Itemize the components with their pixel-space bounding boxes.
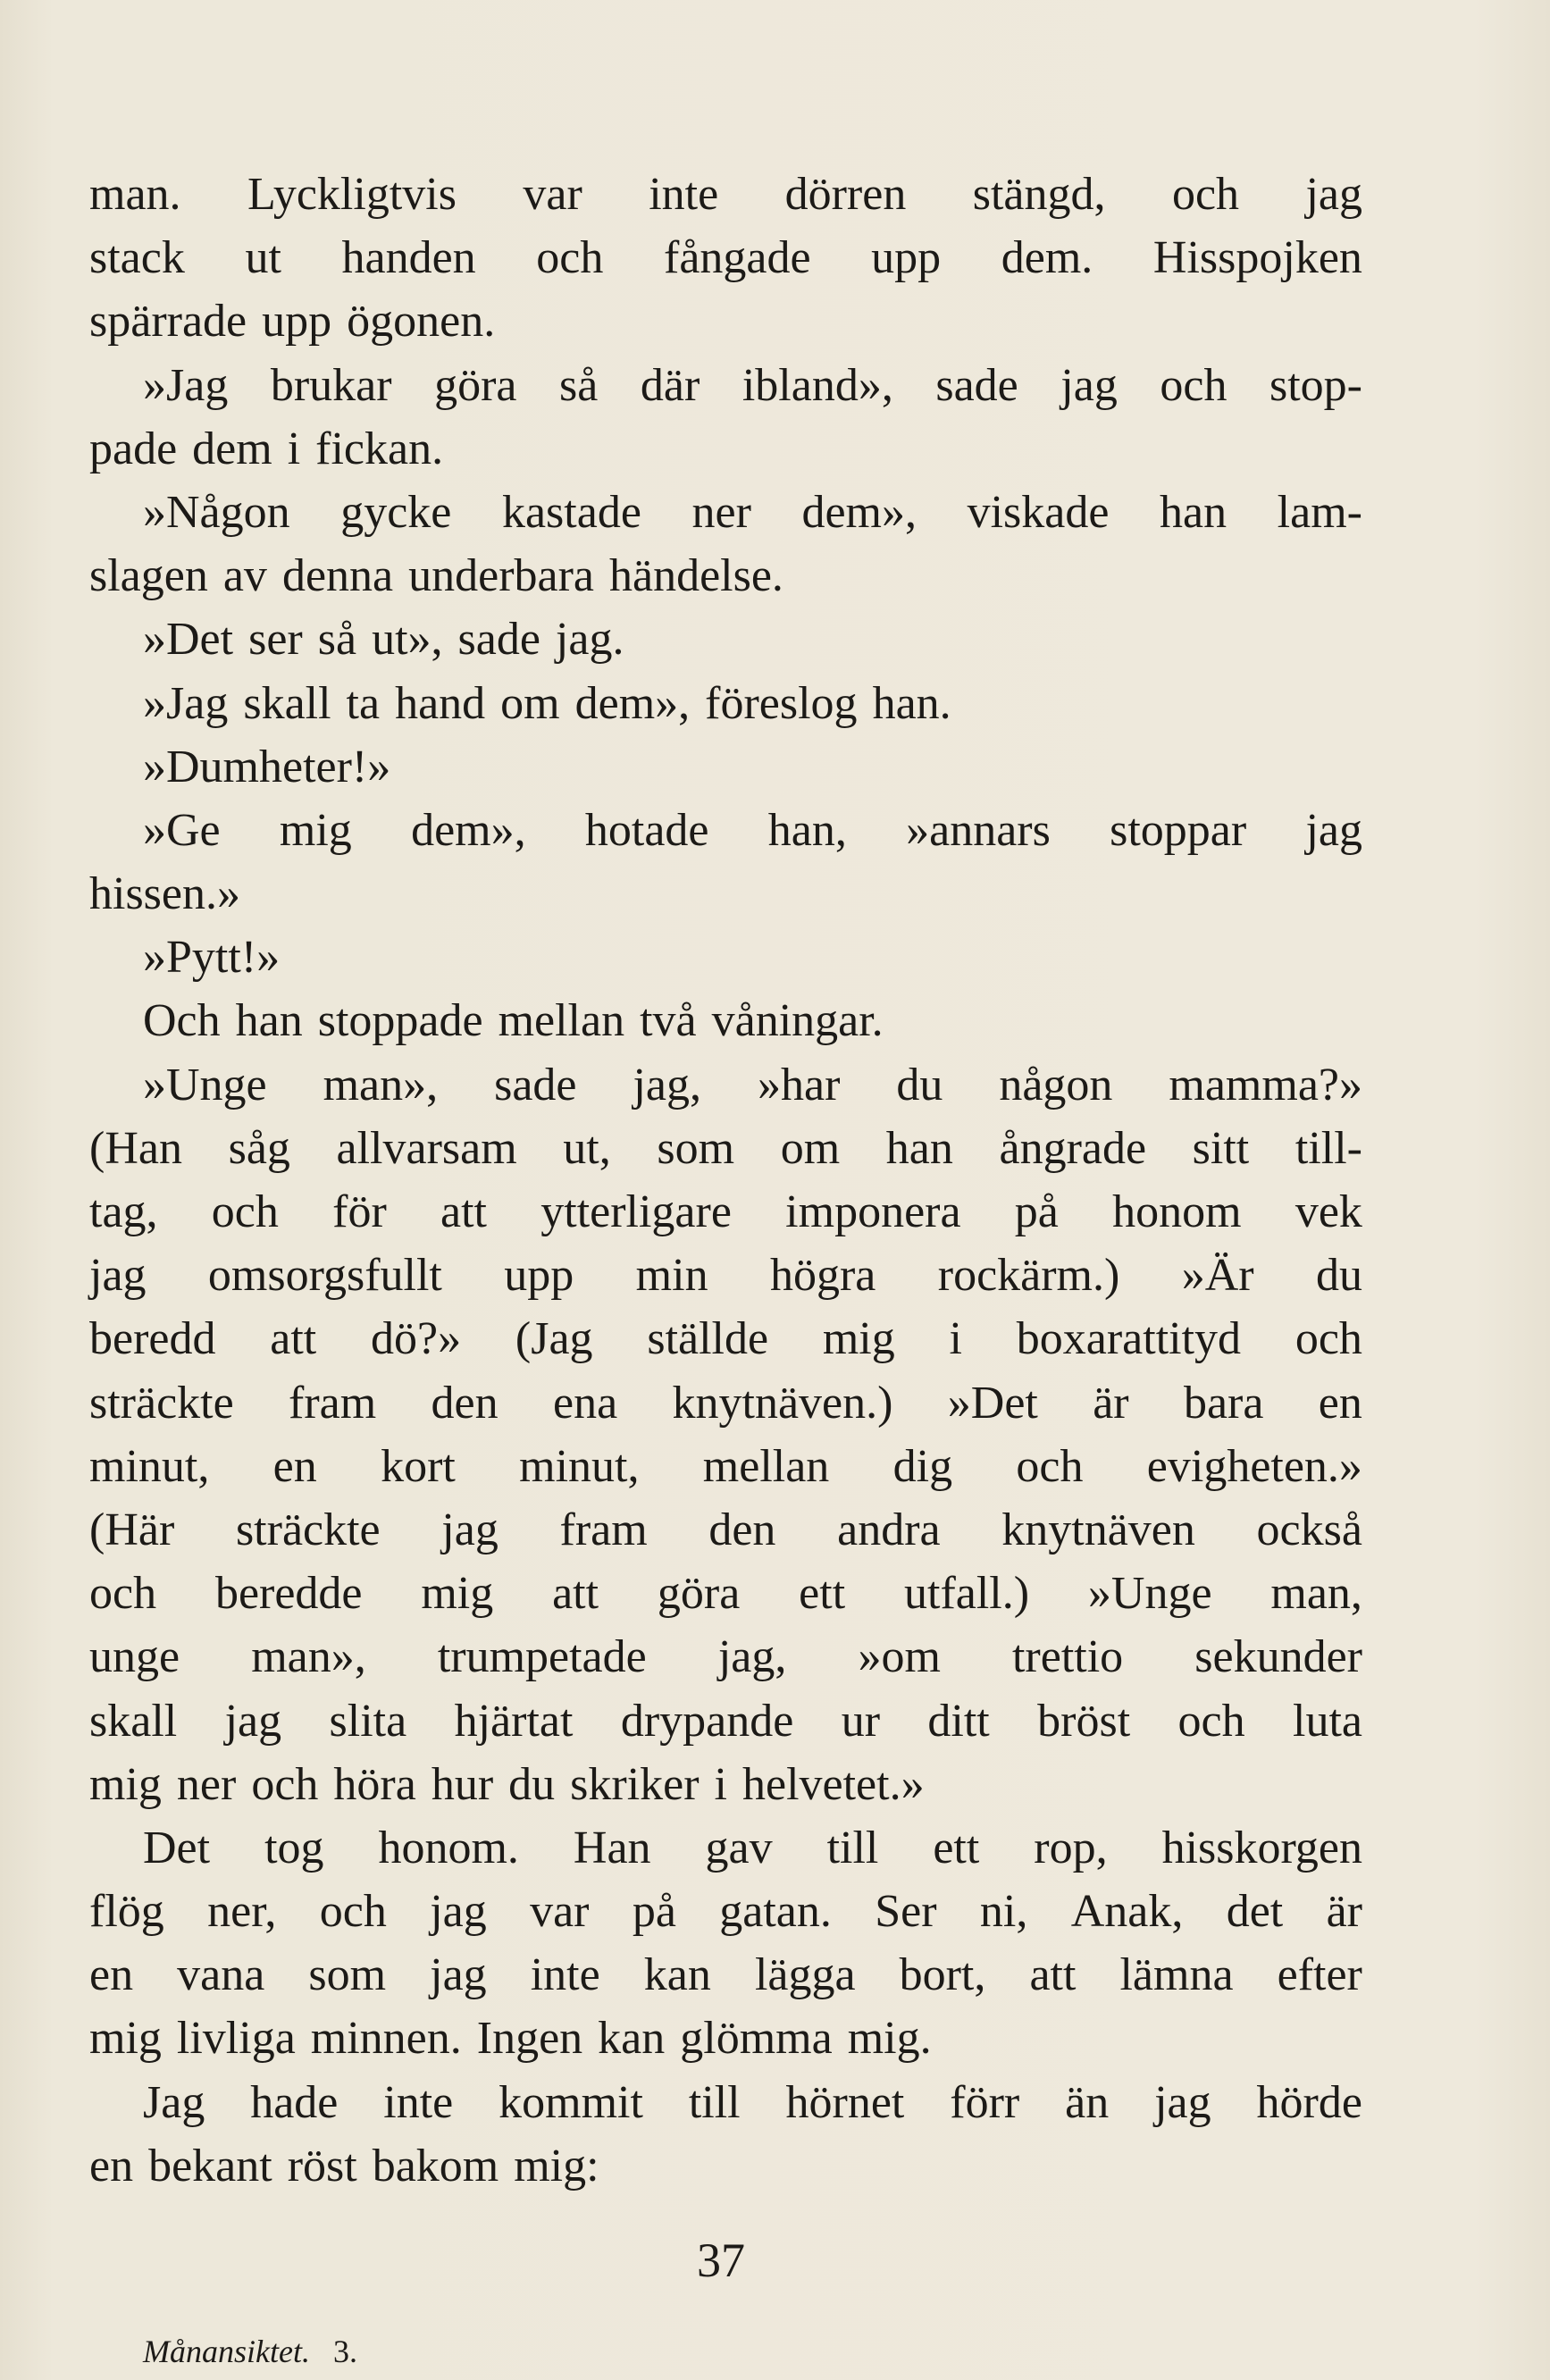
word: minut,: [519, 1440, 640, 1492]
word: och: [1016, 1440, 1084, 1492]
word: hade: [250, 2076, 339, 2128]
word: jag,: [717, 1631, 787, 1683]
word: jag: [1305, 804, 1362, 856]
word: sade: [457, 614, 540, 666]
word: högra: [769, 1250, 876, 1302]
word: och: [1294, 1313, 1362, 1365]
word: stack: [89, 232, 185, 284]
word: knytnäven.): [672, 1377, 893, 1429]
word: »Jag: [143, 677, 229, 729]
word: hotade: [584, 804, 709, 856]
word: bara: [1183, 1377, 1264, 1429]
text-line: [89, 2134, 1362, 2198]
word: (Han: [89, 1122, 182, 1174]
word: ytterligare: [540, 1186, 732, 1237]
word: gycke: [340, 486, 452, 538]
word: ner: [691, 486, 751, 538]
word: det: [1226, 1886, 1284, 1938]
word: efter: [1277, 1949, 1362, 2001]
word: dem: [192, 423, 272, 474]
word: sitt: [1192, 1122, 1250, 1174]
word: hörde: [1256, 2076, 1362, 2128]
word: »Pytt!»: [143, 932, 281, 984]
word: förr: [950, 2076, 1020, 2128]
text-line: [89, 1435, 1362, 1498]
word: Han: [573, 1822, 651, 1873]
word: gatan.: [719, 1886, 832, 1938]
word: rop,: [1034, 1822, 1108, 1873]
word: den: [431, 1377, 499, 1429]
word: sade: [935, 359, 1018, 411]
text-line: [89, 862, 1362, 926]
word: drypande: [620, 1695, 794, 1747]
word: evigheten.»: [1146, 1440, 1362, 1492]
word: skall: [89, 1695, 178, 1747]
word: som: [308, 1949, 387, 2001]
word: stängd,: [972, 169, 1106, 220]
word: mamma?»: [1169, 1059, 1362, 1110]
word: tag,: [89, 1186, 158, 1237]
word: Ingen: [476, 2013, 583, 2065]
word: jag.: [555, 614, 624, 666]
word: han,: [767, 804, 847, 856]
word: omsorgsfullt: [207, 1250, 442, 1302]
word: flög: [89, 1886, 164, 1938]
word: ni,: [979, 1886, 1028, 1938]
word: min: [635, 1250, 708, 1302]
word: knytnäven: [1001, 1504, 1195, 1555]
word: som: [657, 1122, 735, 1174]
word: denna: [281, 550, 394, 602]
word: vana: [177, 1949, 265, 2001]
word: spärrade: [89, 296, 247, 348]
word: jag: [430, 1886, 487, 1938]
word: honom.: [378, 1822, 519, 1873]
word: är: [1326, 1886, 1362, 1938]
text-line: [89, 417, 1362, 481]
text-line: [89, 289, 1362, 353]
word: jag,: [633, 1059, 702, 1110]
word: att: [440, 1186, 487, 1237]
word: mig: [822, 1313, 895, 1365]
word: hand: [395, 677, 486, 729]
word: till: [688, 2076, 741, 2128]
text-line: [89, 1562, 1362, 1625]
text-line: [89, 1180, 1362, 1244]
word: »Dumheter!»: [143, 741, 391, 792]
text-line: [89, 1880, 1362, 1943]
word: jag: [89, 1250, 147, 1302]
text-line: [89, 1816, 1362, 1880]
word: ner: [176, 1758, 237, 1810]
word: händelse.: [608, 550, 783, 602]
word: lägga: [754, 1949, 856, 2001]
word: trumpetade: [437, 1631, 647, 1683]
word: »om: [858, 1631, 941, 1683]
word: skriker: [570, 1758, 700, 1810]
word: andra: [837, 1504, 941, 1555]
text-line: [89, 354, 1362, 417]
word: (Här: [89, 1504, 175, 1555]
word: du: [896, 1059, 943, 1110]
word: underbara: [408, 550, 594, 602]
word: så: [317, 614, 357, 666]
word: dem»,: [574, 677, 691, 729]
word: han: [1160, 486, 1227, 538]
word: kommit: [499, 2076, 643, 2128]
word: »annars: [906, 804, 1051, 856]
word: lam-: [1277, 486, 1362, 538]
word: bort,: [899, 1949, 986, 2001]
word: Och: [143, 995, 221, 1047]
word: upp: [504, 1250, 574, 1302]
word: minnen.: [310, 2013, 462, 2065]
word: upp: [262, 296, 332, 348]
word: jag: [430, 1949, 487, 2001]
word: gav: [705, 1822, 773, 1873]
word: boxarattityd: [1016, 1313, 1242, 1365]
word: hjärtat: [454, 1695, 574, 1747]
word: kan: [598, 2013, 666, 2065]
word: ett: [933, 1822, 980, 1873]
word: jag: [1060, 359, 1118, 411]
word: där: [640, 359, 700, 411]
word: mig: [89, 2013, 162, 2065]
word: mig: [421, 1568, 494, 1620]
word: mig.: [847, 2013, 932, 2065]
word: dö?»: [371, 1313, 462, 1365]
word: glömma: [680, 2013, 833, 2065]
word: ångrade: [999, 1122, 1147, 1174]
word: mig:: [514, 2140, 599, 2191]
word: viskade: [967, 486, 1110, 538]
word: och: [1160, 359, 1227, 411]
word: man,: [1270, 1568, 1362, 1620]
word: tog: [264, 1822, 324, 1873]
word: sade: [494, 1059, 577, 1110]
word: »Unge: [143, 1059, 267, 1110]
word: sträckte: [89, 1377, 234, 1429]
word: kan: [643, 1949, 711, 2001]
word: till-: [1294, 1122, 1362, 1174]
word: dörren: [784, 169, 907, 220]
word: du: [1315, 1250, 1362, 1302]
word: mig: [279, 804, 352, 856]
word: kort: [381, 1440, 456, 1492]
word: honom: [1112, 1186, 1242, 1237]
word: jag: [1305, 169, 1362, 220]
word: sträckte: [235, 1504, 381, 1555]
word: brukar: [270, 359, 392, 411]
word: hissen.»: [89, 868, 240, 920]
word: helvetet.»: [742, 1758, 925, 1810]
word: till: [826, 1822, 879, 1873]
text-line: [89, 799, 1362, 862]
word: vek: [1294, 1186, 1362, 1237]
word: beredd: [89, 1313, 216, 1365]
printer-signature: [143, 2334, 357, 2369]
word: dem»,: [801, 486, 917, 538]
word: ta: [346, 677, 381, 729]
word: än: [1065, 2076, 1110, 2128]
word: en: [89, 1949, 134, 2001]
word: Anak,: [1070, 1886, 1184, 1938]
word: man.: [89, 169, 181, 220]
word: jag: [1154, 2076, 1211, 2128]
body-text: [89, 163, 1362, 2198]
text-line: [89, 1244, 1362, 1307]
word: göra: [434, 359, 517, 411]
word: du: [508, 1758, 556, 1810]
word: han: [885, 1122, 953, 1174]
word: kastade: [501, 486, 641, 538]
word: »Är: [1181, 1250, 1254, 1302]
word: ögonen.: [347, 296, 496, 348]
word: »Någon: [143, 486, 290, 538]
word: fram: [559, 1504, 648, 1555]
word: ur: [841, 1695, 881, 1747]
word: om: [500, 677, 560, 729]
word: skall: [243, 677, 331, 729]
word: trettio: [1011, 1631, 1124, 1683]
word: jag: [224, 1695, 282, 1747]
word: den: [708, 1504, 776, 1555]
word: bröst: [1037, 1695, 1131, 1747]
word: och: [89, 1568, 157, 1620]
text-line: [89, 989, 1362, 1052]
word: bekant: [148, 2140, 272, 2191]
word: lämna: [1119, 1949, 1234, 2001]
word: mellan: [702, 1440, 830, 1492]
signature-title: Månansiktet.: [143, 2334, 310, 2369]
word: höra: [333, 1758, 416, 1810]
word: och: [319, 1886, 387, 1938]
word: på: [1014, 1186, 1059, 1237]
word: hörnet: [785, 2076, 905, 2128]
word: Jag: [143, 2076, 205, 2128]
word: Lyckligtvis: [247, 169, 457, 220]
text-line: [89, 1371, 1362, 1435]
word: i: [949, 1313, 962, 1365]
word: en: [89, 2140, 134, 2191]
text-line: [89, 481, 1362, 544]
word: och: [536, 232, 604, 284]
text-line: [89, 1053, 1362, 1117]
word: två: [640, 995, 697, 1047]
word: på: [632, 1886, 676, 1938]
word: man»,: [323, 1059, 439, 1110]
text-line: [89, 1307, 1362, 1370]
word: Ser: [875, 1886, 937, 1938]
text-line: [89, 1689, 1362, 1753]
word: såg: [228, 1122, 290, 1174]
word: handen: [341, 232, 476, 284]
word: i: [287, 423, 301, 474]
word: sekunder: [1194, 1631, 1362, 1683]
text-line: [89, 2007, 1362, 2070]
word: av: [222, 550, 267, 602]
word: stop-: [1269, 359, 1362, 411]
word: våningar.: [711, 995, 884, 1047]
text-line: [89, 608, 1362, 671]
text-line: [89, 226, 1362, 289]
word: var: [523, 169, 582, 220]
text-line: [89, 926, 1362, 989]
page-number: 37: [697, 2233, 745, 2287]
text-line: [89, 163, 1362, 226]
word: bakom: [372, 2140, 499, 2191]
text-line: [89, 672, 1362, 735]
word: om: [780, 1122, 841, 1174]
text-line: [89, 1625, 1362, 1689]
word: att: [1029, 1949, 1077, 2001]
word: inte: [649, 169, 719, 220]
signature-number: 3.: [332, 2334, 357, 2369]
word: man»,: [251, 1631, 366, 1683]
word: stoppade: [317, 995, 483, 1047]
word: att: [270, 1313, 317, 1365]
word: ut»,: [372, 614, 443, 666]
word: mig: [89, 1758, 162, 1810]
word: »Jag: [143, 359, 229, 411]
word: »Det: [143, 614, 234, 666]
word: var: [530, 1886, 590, 1938]
word: i: [714, 1758, 727, 1810]
word: och: [251, 1758, 319, 1810]
word: föreslog: [705, 677, 858, 729]
word: hisskorgen: [1161, 1822, 1362, 1873]
word: rockärm.): [937, 1250, 1120, 1302]
text-line: [89, 1117, 1362, 1180]
text-line: [89, 735, 1362, 799]
word: Hisspojken: [1152, 232, 1362, 284]
word: slagen: [89, 550, 208, 602]
word: livliga: [176, 2013, 296, 2065]
word: beredde: [214, 1568, 363, 1620]
word: »har: [757, 1059, 841, 1110]
word: inte: [530, 1949, 600, 2001]
word: dig: [892, 1440, 953, 1492]
word: ser: [248, 614, 303, 666]
word: någon: [999, 1059, 1113, 1110]
word: inte: [383, 2076, 454, 2128]
word: också: [1256, 1504, 1362, 1555]
word: ställde: [647, 1313, 769, 1365]
word: ett: [799, 1568, 846, 1620]
word: ditt: [927, 1695, 990, 1747]
word: fångade: [664, 232, 811, 284]
word: ibland»,: [741, 359, 893, 411]
word: Det: [143, 1822, 211, 1873]
word: pade: [89, 423, 178, 474]
word: imponera: [785, 1186, 961, 1237]
text-line: [89, 1753, 1362, 1816]
text-line: [89, 1498, 1362, 1562]
word: så: [559, 359, 599, 411]
text-line: [89, 2071, 1362, 2134]
text-line: [89, 544, 1362, 608]
word: »Unge: [1087, 1568, 1212, 1620]
word: »Ge: [143, 804, 221, 856]
word: att: [552, 1568, 599, 1620]
word: för: [332, 1186, 387, 1237]
word: och: [1171, 169, 1240, 220]
word: en: [272, 1440, 317, 1492]
text-line: [89, 1943, 1362, 2007]
word: ner,: [207, 1886, 277, 1938]
word: jag: [441, 1504, 499, 1555]
word: slita: [329, 1695, 407, 1747]
word: stoppar: [1110, 804, 1247, 856]
word: fickan.: [315, 423, 444, 474]
word: mellan: [498, 995, 625, 1047]
word: göra: [657, 1568, 741, 1620]
word: utfall.): [904, 1568, 1030, 1620]
word: och: [1177, 1695, 1245, 1747]
word: röst: [287, 2140, 357, 2191]
word: ena: [552, 1377, 618, 1429]
word: minut,: [89, 1440, 210, 1492]
word: dem»,: [411, 804, 526, 856]
word: upp: [871, 232, 942, 284]
word: luta: [1293, 1695, 1362, 1747]
word: ut: [245, 232, 281, 284]
word: hur: [431, 1758, 494, 1810]
word: och: [211, 1186, 279, 1237]
word: han: [235, 995, 303, 1047]
word: unge: [89, 1631, 180, 1683]
word: »Det: [947, 1377, 1038, 1429]
word: han.: [872, 677, 951, 729]
word: ut,: [563, 1122, 611, 1174]
word: (Jag: [515, 1313, 593, 1365]
word: en: [1318, 1377, 1362, 1429]
word: allvarsam: [336, 1122, 517, 1174]
word: är: [1093, 1377, 1129, 1429]
word: dem.: [1001, 232, 1093, 284]
word: fram: [289, 1377, 377, 1429]
